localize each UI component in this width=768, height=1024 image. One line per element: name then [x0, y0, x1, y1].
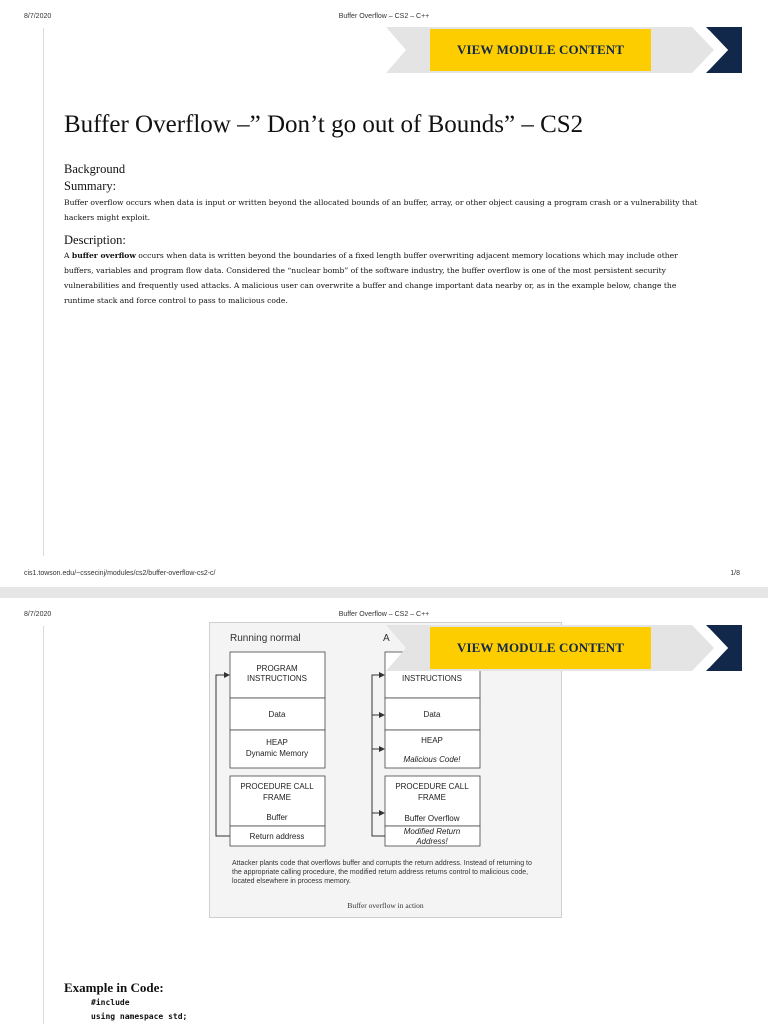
pdf-page-2	[0, 598, 768, 1024]
code-line: using namespace std;	[91, 1012, 188, 1021]
print-date: 8/7/2020	[24, 13, 52, 20]
right-arrows	[372, 675, 385, 836]
left-data-label: Data	[268, 710, 286, 719]
summary-heading: Summary:	[64, 179, 117, 193]
code-line: #include	[91, 998, 130, 1007]
right-data-label: Data	[423, 710, 441, 719]
description-body: occurs when data is written beyond the boundaries of a fixed length buffer overwriting adjacent memory locations which may include other buffers, variables and program flow data. Considered the “nuclear bomb” of the software industry, the buffer overflow is one of the most persistent security vulnerabilities and frequently used attacks. A malicious user can overwrite a buffer and change important data nearby or, as in the example below, change the runtime stack and force control to pass to malicious code.	[64, 251, 678, 305]
left-return-label: Return address	[249, 832, 305, 841]
background-heading: Background	[64, 162, 126, 176]
footer-url: cis1.towson.edu/~cssecinj/modules/cs2/buffer-overflow-cs2-c/	[24, 570, 216, 577]
left-heap-line2: Dynamic Memory	[245, 749, 309, 758]
document-title: Buffer Overflow –” Don’t go out of Bounds” – CS2	[64, 111, 584, 138]
print-date: 8/7/2020	[24, 611, 52, 618]
right-return-line2: Address!	[416, 837, 448, 846]
view-module-content-button[interactable]: VIEW MODULE CONTENT	[430, 29, 651, 71]
left-rule	[43, 28, 44, 556]
description-heading: Description:	[64, 233, 126, 247]
view-module-content-button[interactable]: VIEW MODULE CONTENT	[430, 627, 651, 669]
page-number: 1/8	[730, 570, 740, 577]
description-text	[64, 248, 704, 308]
right-arrowheads	[379, 672, 385, 816]
attack-heading-partial: A	[383, 633, 390, 644]
view-module-banner	[386, 625, 742, 671]
right-return-line1: Modified Return	[403, 827, 461, 836]
print-header-title: Buffer Overflow – CS2 – C++	[338, 13, 430, 20]
left-frame-line2: FRAME	[263, 793, 291, 802]
running-normal-heading: Running normal	[230, 633, 301, 644]
example-heading: Example in Code:	[64, 980, 164, 995]
left-program-line1: PROGRAM	[256, 664, 298, 673]
left-arrowhead	[224, 672, 230, 678]
right-frame-line1: PROCEDURE CALL	[395, 782, 469, 791]
figure-title: Buffer overflow in action	[347, 901, 424, 910]
right-buffer-label: Buffer Overflow	[404, 814, 460, 823]
description-bold-term: buffer overflow	[71, 251, 136, 260]
right-program-line2: INSTRUCTIONS	[402, 674, 462, 683]
left-rule	[43, 626, 44, 1024]
right-heap-line1: HEAP	[421, 736, 443, 745]
left-return-arrow	[216, 675, 230, 836]
left-frame-line1: PROCEDURE CALL	[240, 782, 314, 791]
view-module-banner	[386, 27, 742, 73]
figure-caption: Attacker plants code that overflows buffer and corrupts the return address. Instead of returning to the appropriate calling procedure, the modified return address returns control to malicious code, located elsewhere in process memory.	[232, 860, 532, 885]
description-lead: A	[64, 251, 72, 260]
right-frame-line2: FRAME	[418, 793, 446, 802]
left-heap-line1: HEAP	[266, 738, 288, 747]
left-buffer-label: Buffer	[266, 813, 288, 822]
summary-text: Buffer overflow occurs when data is input or written beyond the allocated bounds of an buffer, array, or other object causing a program crash or a vulnerability that hackers might exploit.	[64, 198, 698, 222]
left-program-line2: INSTRUCTIONS	[247, 674, 307, 683]
right-heap-line2: Malicious Code!	[403, 755, 461, 764]
print-header-title: Buffer Overflow – CS2 – C++	[338, 611, 430, 618]
